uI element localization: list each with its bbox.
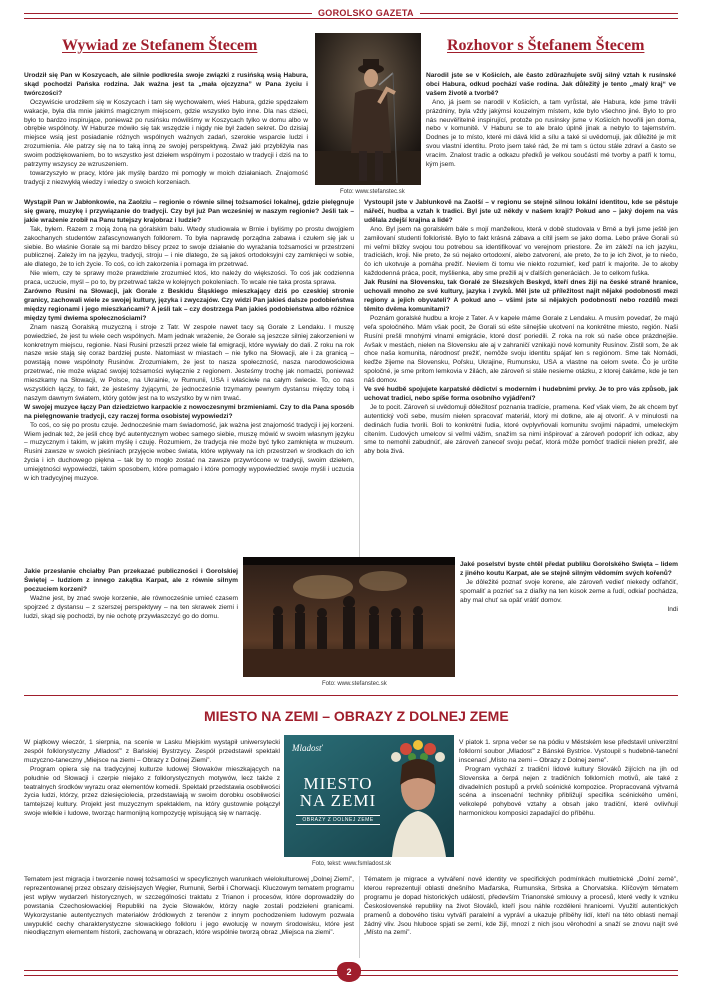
paragraph: V piatok 1. srpna večer se na pódiu v Městském lese představil univerzitní folklorní soubor „Mladosť” z Bánské Bystrice. Vystoupil s hudebně-taneční inscenací „Místo na zemi – Obrazy z Dolnej zeme”. <box>459 739 678 764</box>
band-photo-caption: Foto: www.stefanstec.sk <box>322 681 387 687</box>
article2-polish-body <box>24 876 354 958</box>
answer: Je to pocit. Zároveň si uvědomuji dôležitosť poznania tradície, pramena. Keď však viem, že ak chcem byť autentický voči sebe, musím nielen spracovať materiál, ktorý mi dotkne, ale aj otvoriť. A v minulosti na dedinách ľudia tvorili. Boli to konkrétni ľudia, ktoré ovplyvňovali komunitu svojimi nápadmi, umeleckým cítením. Ľudových umelcov si veľmi vážim, snažím sa nimi inšpirovať a zároveň podopriť ich odkaz, aby sme to nemohli zabudnúť, ale zároveň zaneceľ svoju pečať, ktorá môže pomôcť tradícii nielen prežiť, ale aby bola živá. <box>364 403 678 456</box>
question: Vystoupil jste v Jablunkově na Zaolší – v regionu se stejně silnou lokální identitou, kde se pěstuje nářečí, hudba a vztah k tradici. Byl jste už někdy v našem kraji? Pokud ano – jaký dojem na vás udělala zdejší krajina a lidé? <box>364 199 678 224</box>
answer: Znam naszą Goralską muzyczną i stroje z Tatr. W zespole nawet tacy są Gorale z Lendaku. I muszę powiedzieć, że jest tu wiele cech wspólnych. Mam jednak wrażenie, że Gorale są jeszcze silniej zakorzenieni w konkretnym miejscu, regionie. Nasi Rusini przeszli przez wiele fal emigracji, które wywiały do dali. Z roku na rok nasze wsie stają się coraz bardziej puste. Natomiast w miastach – nie tylko na Słowacji, ale i za granicą – powstają nowe wspólnoty Rusinów. Zrozumiałem, że jest to nasza społeczność, nasza narodowościowa przetrwać, nie może wiązać swojej tożsamości wyłącznie z regionem. Jesteśmy trochę jak nomadzi, ponieważ mieszkamy na Słowacji, w Polsce, na Ukrainie, w Rumunii, USA i właściwie na całym świecie. To, co nas wszystkich łączy, to fakt, że jesteśmy żyjącymi, że jednocześnie trzymamy pewnym dystansu między tobą i naszym dawnym światem, który gotów jest na to wszystko by w nim trwać. <box>24 323 354 402</box>
answer: Nie wiem, czy te sprawy może prawdziwie zrozumieć ktoś, kto należy do większości. To coś jak codzienna praca, uczucie, myśl – po to, by przetrwać także w kolejnych pokoleniach. To wcale nie taka prosta sprawa. <box>24 270 354 287</box>
question: Jaké poselství byste chtěl předat publiku Gorolského Święta – lidem z jiného koutu Karpat, ale se stejně silným vědomím svých kořenů? <box>460 561 678 577</box>
singer-photo <box>315 33 421 185</box>
poster-title: MIESTO NA ZEMI <box>299 774 377 810</box>
paragraph: Program opiera się na tradycyjnej kulturze ludowej Słowaków mieszkających na południe od Słowacji i czerpie niejako z folklorystycznych motywów, lecz także z teatralnych środków wyrazu oraz elementów komedii. Spektakl przedstawia osobliwości życia ludzi, którzy, przez dziesięciolecia, przedstawiają w swoim dorobku osobliwości tamtejszej kultury. Projekt jest muzycznym spektaklem, na który gustownie połączył swoje wielkie i ludowe, tworząc harmonijną kompozycję wpisującą się w narrację. <box>24 765 280 818</box>
article1-title-polish: Wywiad ze Stefanem Štecem <box>62 37 258 54</box>
article1-slovak-closing <box>460 561 678 671</box>
question: W swojej muzyce łączy Pan dziedzictwo karpackie z nowoczesnymi brzmieniami. Czy to dla Pana sposób na pielęgnowanie tradycji, czy raczej forma osobistej wypowiedzi? <box>24 403 354 420</box>
article1-slovak-intro <box>426 72 676 198</box>
question: Wystąpił Pan w Jabłonkowie, na Zaolziu – regionie o równie silnej tożsamości lokalnej, gdzie pielęgnuje się gwarę, muzykę i przywiązanie do tradycji. Czy był już Pan wcześniej w naszym regionie? Jeśli tak – jakie wrażenie zrobił na Panu tutejszy krajobraz i ludzie? <box>24 199 354 224</box>
article2-polish-intro <box>24 739 280 861</box>
article1-slovak-body <box>364 199 678 557</box>
answer: Ano, já jsem se narodil v Košicích, a tam vyrůstal, ale Habura, kde jsme trávili prázdniny, byla vždy jakýmsi kouzelným místem, kde bylo všechno jiné. Bylo to pro nás neuvěřitelně inspirující, protože po rusínsky jsme v Košicích hovořili jen doma, nebo v komunitě. V Haburu se to ale bralo úplně jinak a nebylo to tajemstvím. Dodnes je to místo, které mi dává klid a sílu a také si uvědomuji, jak důležité je mít svou vlastní identitu. Proto jsem také rád, že mi tam s úctou stále zdraví a často se vracím. Znalost tradic a odkazu předků je velkou součástí mé tvorby a patří k tomu, kým jsem. <box>426 98 676 169</box>
answer: Ano. Byl jsem na goralském bále s mojí manželkou, která v době studovala v Brně a byli jsme ještě jen zamilovaní studenti folkloristé. Bylo to fakt krásná zábava a cítil jsem se jako doma. Lebo práve Gorali sú mi veľmi blízky svojou tou potrebou sa identifikovať vo verejnom priestore. Že im záleží na ich jazyku, tradíciách, kroji. Nie preto, že sú nejako ortodoxní, alebo zatvorení, ale preto, že to je ich život, je to niečo, čo ich ukotvuje a pomáha prežiť. Neviem či tomu vie niekto rozumieť, keď patrí k majorite. Je to akoby každodenná práca, pocit, myšlienka, aby sme prežili aj v ďalších generáciách. Je to celkom fuška. <box>364 225 678 278</box>
answer: Poznám goralské hudbu a kroje z Tater. A v kapele máme Gorale z Lendaku. A musím povedať, že majú veľa spoločného. Mám však pocit, že Gorali sú ešte silnejšie ukotvení na konkrétne miesto, región. Naši Rusíni prešli mnohými vlnami emigrácie, ktoré dosť poriedili. Z roka na rok sú naše obce prázdnejšie. Avšak v mestách, nielen na Slovensku ale aj v zahraničí vznikajú nové komunity Rusínov. Zistil som, že ak chce naša komunita, národnosť prežiť, nemôže svoju identitu spájať len s regiónom. Sme tak Nomádi, keďže žijeme na Slovensku, Poľsku, Ukrajine, Rumunsku, USA a vlastne na celom svete. Čo je určite spoločné, je sme pritom lemkovia v žilách, ale zároveň si stále nesieme otázku, z ktorej čakáme, kde je ten náš domov. <box>364 314 678 385</box>
article2-slovak-body <box>364 876 678 958</box>
poster-brand: Mladosť <box>292 743 323 753</box>
singer-photo-drawing <box>315 33 421 185</box>
question: Jakie przesłanie chciałby Pan przekazać publiczności i Gorolskiej Świętej – ludziom z innego zakątka Karpat, ale z równie silnym poczuciem korzeni? <box>24 568 238 593</box>
article2-title: MIESTO NA ZEMI – OBRAZY Z DOLNEJ ZEME <box>204 708 509 724</box>
paragraph: Program vychází z tradiční lidové kultury Slováků žijících na jih od Slovenska a čerpá nejen z tradičních folklorních motivů, ale také z divadelních postupů a prvků scénické kompozice. Propracovaná výtvarná scéna a inscenační techniky přibližují specifika scénického umění, velkolepé pohybové vztahy a obsah jako tradiční, které ovlivňují harmonickou komposici zapadající do příběhu. <box>459 765 678 818</box>
section-divider <box>24 695 678 696</box>
band-photo-drawing <box>243 557 455 677</box>
article1-title-slovak: Rozhovor s Štefanem Štecem <box>447 37 645 54</box>
article2-slovak-intro <box>459 739 678 861</box>
singer-photo-caption: Foto: www.stefanstec.sk <box>340 189 405 195</box>
author-signature: Indi <box>667 605 678 613</box>
poster-subtitle: OBRAZY Z DOLNEJ ZEME <box>296 815 380 825</box>
poster-caption: Foto, tekst: www.fsmladost.sk <box>312 861 392 867</box>
answer: Ważne jest, by znać swoje korzenie, ale równocześnie umieć czasem spojrzeć z dystansu – z szerszej perspektywy – na ten skrawek ziemi i ludzi, skąd się pochodzi, by nie ochotę przywłaszczyć go do domu. <box>24 594 238 620</box>
answer: Oczywiście urodziłem się w Koszycach i tam się wychowałem, wieś Habura, gdzie spędzałem wakacje, była dla mnie jakimś magicznym miejscem, gdzie wszystko było inne. Dla nas dzieci, było to bardzo inspirujące, ponieważ po rusińsku mówiliśmy w Koszycach tylko w domu albo w obrębie wspólnoty. W Haburze mówiło się tak wszędzie i nigdy nie był żaden sekret. Do dzisiaj miejsce wsią jest posiadanie różnych wspólnych ważnych zadań, szerokie wsparcie ludzi i zrozumienia. Ale patrzy się na to taką inną ze swojej perspektywą. Zważ jaki przybliżyła nas swoim podziękowaniem, bo to wszystko jest dziełem wspólnym i pozostało w tradycji i dziś na to patrzymy wszyscy ze wzruszeniem. <box>24 98 308 169</box>
column-divider <box>359 876 360 958</box>
answer: To coś, co się po prostu czuje. Jednocześnie mam świadomość, jak ważna jest znajomość tradycji i jej korzeni. Wiem jednak też, że jeśli chcę być autentycznym wobec samego siebie, muszę mówić w swoim własnym języku – muzycznym i takim, w jakim myślę i czuję. Rozumiem, że tradycja nie może być tylko zamknięta w muzeum. Rusini zawsze w swoich pieśniach przyjęcie wobec świata, które wpływały na ich przestrzeń w środkach do ich życia i ich duchowego piękna – tak by to mogło zostać na zawsze przywrócone w tradycji, swoim dziełem, umiejętności wypowiedzi, takim sposobem, które pomagało i które pomogły wypowiedzieć swoje myśli i uczucia w ich tradycyjnej muzyce. <box>24 421 354 483</box>
newspaper-name: GOROLSKO GAZETA <box>312 8 420 18</box>
column-divider <box>359 199 360 557</box>
band-photo <box>243 557 455 677</box>
page-number: 2 <box>337 962 361 982</box>
question: Jak Rusíni na Slovensku, tak Goralé ze Slezských Beskyd, kteří dnes žijí na české straně hranice, uchovali mnoho ze své kultury, jazyka i zvyků. Měl jste už příležitost najít nějaké podobnosti mezi regiony a jejich obyvateli? A pokud ano – všiml jste si nějakých podobností nebo rozdílů mezi těmito dvěma komunitami? <box>364 279 678 313</box>
article1-polish-intro <box>24 72 308 198</box>
answer: Je dôležité poznať svoje korene, ale zároveň vedieť niekedy odľahčiť, spomaliť a pozrieť sa z diaľky na ten kúsok zeme a ľudí, odkiaľ pochádza, aby mal chuť sa opäť vrátiť domov. <box>460 578 678 604</box>
answer: towarzyszyło w pracy, które jak myślę bardzo mi pomogły w moich działaniach. Znajomość tradycji z niezwykłą wiedzy i wiedzy o swoich korzeniach. <box>24 169 308 186</box>
question: Ve své hudbě spojujete karpatské dědictví s moderním i hudebními prvky. Je to pro vás způsob, jak uchovat tradici, nebo spíše forma osobního vyjádření? <box>364 386 678 402</box>
answer: Tak, byłem. Razem z moją żoną na góralskim balu. Wtedy studiowała w Brnie i byliśmy po prostu dwojgiem zakochanych studentów zafascynowanych folklorem. To była naprawdę porządna zabawa i czułem się jak u siebie. Bo właśnie Gorale są mi bardzo bliscy przez to swoje działanie do wyrażania tożsamości w przestrzeni publicznej. Zależy im na języku, tradycji, stroju – i nie dlatego, że są jakoś ortodoksyjni czy zamknięci w sobie, ale dlatego, że to ich życie. To coś, co ich zakorzenia i pomaga im przetrwać. <box>24 225 354 269</box>
paragraph: Tématem je migrace a vytváření nové identity ve specifických podmínkách multietnické „Dolní země”, kterou reprezentují oblasti dnešního Maďarska, Rumunska, Srbska a Chorvatska. Klíčovým tématem programu je dopad historických událostí, především Trianonské smlouvy a procesů, které vedly k vzniku Československé republiky na život Slováků, kteří jsou náhle rozděleni hranicemi. Využití autentických pramenů a dobového tisku vytváří paralelní a vypráví a ukazuje příběhy lidí, kteří na této oblasti nemají žádný vliv. Jsou hluboce spjati se zemí, kde žijí, mnozí z nich jsou věrohodní a snaží se znovu najít své „Místo na zemi”. <box>364 876 678 937</box>
event-poster <box>284 735 454 857</box>
paragraph: W piątkowy wieczór, 1 sierpnia, na scenie w Lasku Miejskim wystąpił uniwersytecki zespół folklorystyczny „Mladosť” z Bańskiej Bystrzycy. Zespół przedstawił spektakl muzyczno-taneczny „Miejsce na ziemi – Obrazy z Dolnej Ziemi”. <box>24 739 280 764</box>
article1-polish-closing <box>24 568 238 668</box>
article1-polish-body <box>24 199 354 557</box>
paragraph: Tematem jest migracja i tworzenie nowej tożsamości w specyficznych warunkach wielokulturowej „Dolnej Ziemi”, reprezentowanej przez obszary dzisiejszych Węgier, Rumunii, Serbii i Chorwacji. Kluczowym tematem programu jest wpływ wydarzeń historycznych, w szczególności traktatu z Trianon i procesów, które doprowadziły do powstania Czechosłowackiej Republiki na życie Słowaków, którzy nagle zostali podzieleni granicami. Wykorzystanie autentycznych materiałów źródłowych z terenów z innym pochodzeniem ludowym pozwala uwypuklić cechy charakterystyczne słowackiego folkloru i jego ewolucję w nowym środowisku, które jest nieodłącznym elementem historii, zachowaną w obrazach, które wspólnie tworzą obraz „Miejsca na ziemi”. <box>24 876 354 937</box>
question: Narodil jste se v Košicích, ale často zdůrazňujete svůj silný vztah k rusínské obci Habura, odkud pochází vaše rodina. Jak důležitý je tento „malý kraj“ ve vašem životě a tvorbě? <box>426 72 676 97</box>
question: Zarówno Rusini na Słowacji, jak Gorale z Beskidu Śląskiego mieszkający dziś po czeskiej stronie granicy, zachowali wiele ze swojej kultury, języka i zwyczajów. Czy widzi Pan jakieś dalsze podobieństwa między regionami i jego mieszkańcami? A jeśli tak – czy dostrzega Pan jakieś podobieństwa albo różnice między tymi dwiema społecznościami? <box>24 288 354 322</box>
question: Urodził się Pan w Koszycach, ale silnie podkreśla swoje związki z rusińską wsią Habura, skąd pochodzi Pańska rodzina. Jak ważna jest ta „mała ojczyzna” w Pana życiu i twórczości? <box>24 72 308 97</box>
